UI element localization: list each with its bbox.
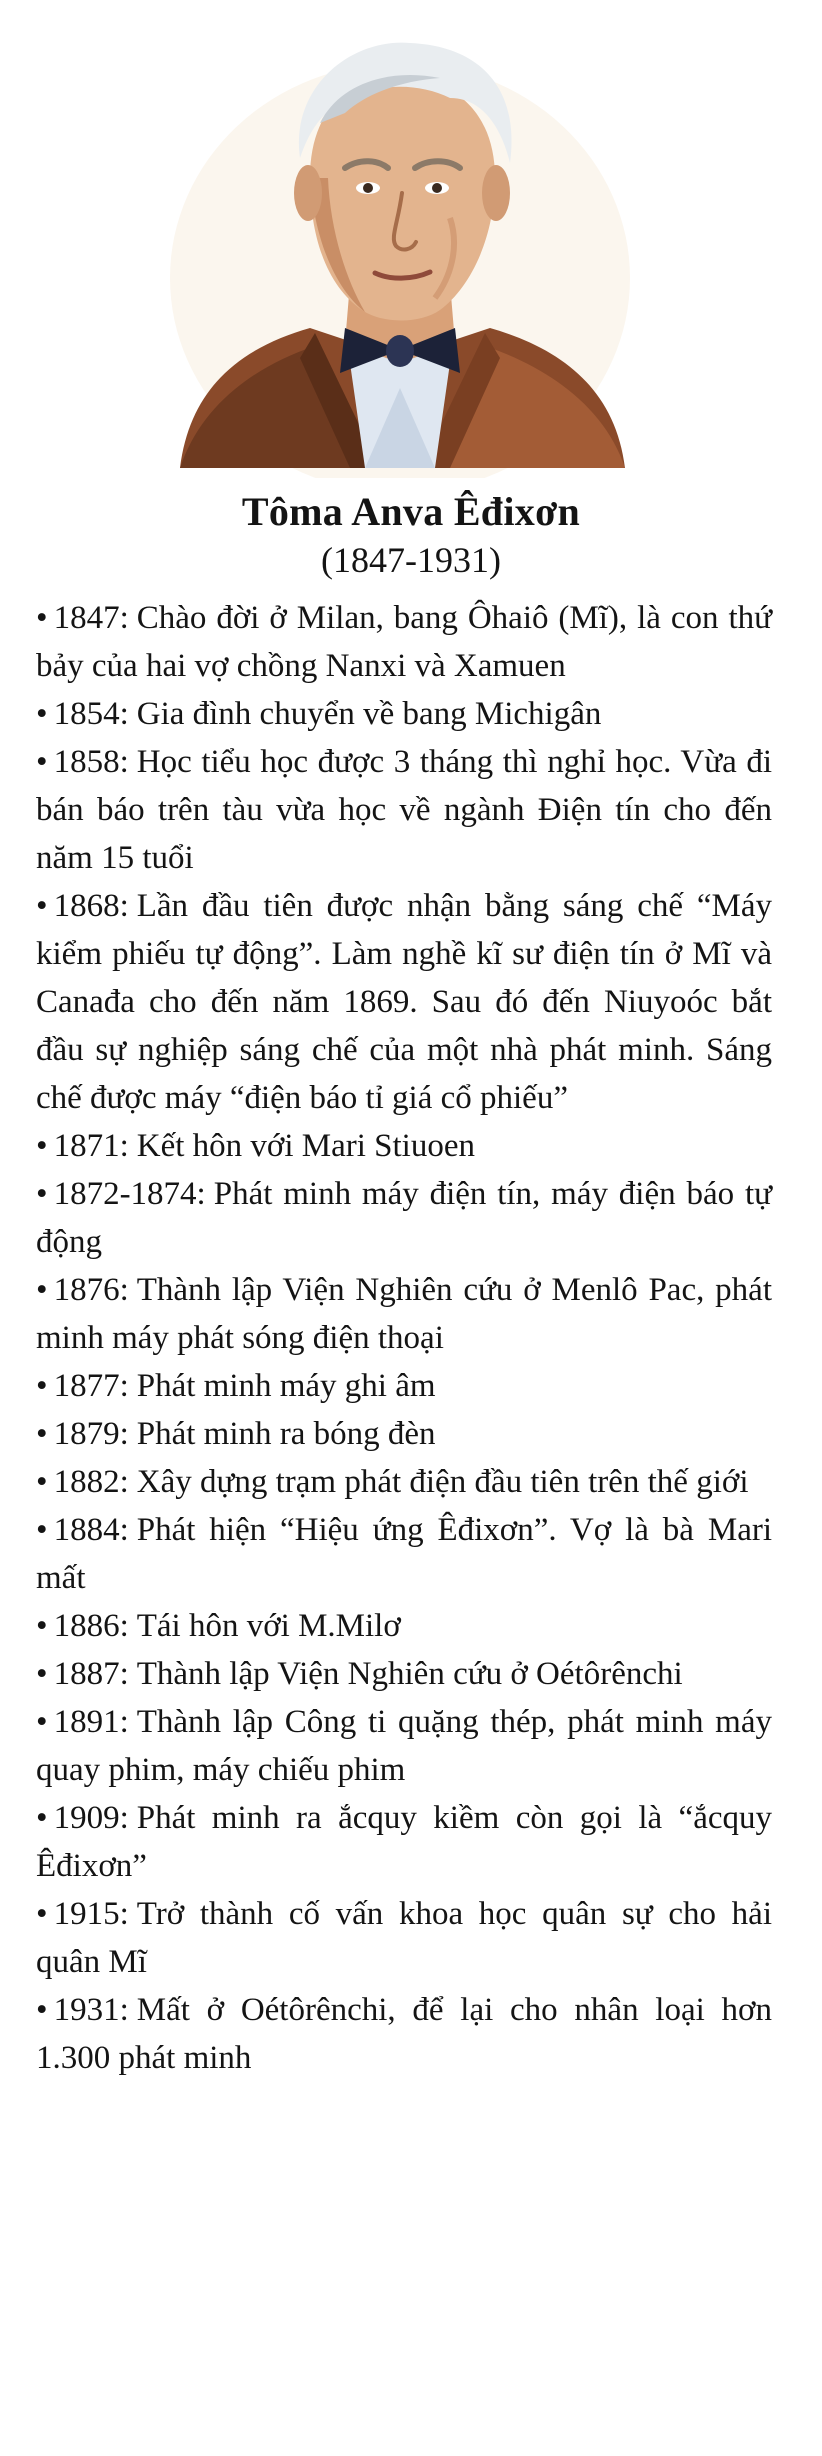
- bullet-mark: •: [36, 1608, 48, 1644]
- timeline-entry: [36, 1602, 772, 1650]
- bullet-mark: •: [36, 1176, 48, 1212]
- bullet-mark: •: [36, 1272, 48, 1308]
- bullet-mark: •: [36, 1464, 48, 1500]
- entry-year: 1879:: [53, 1416, 129, 1452]
- timeline-list: [36, 594, 772, 2082]
- timeline-entry: [36, 1650, 772, 1698]
- entry-text: Lần đầu tiên được nhận bằng sáng chế “Máy kiểm phiếu tự động”. Làm nghề kĩ sư điện tín ở Mĩ và Canađa cho đến năm 1869. Sau đó đến Niuyoóc bắt đầu sự nghiệp sáng chế của một nhà phát minh. Sáng chế được máy “điện báo tỉ giá cổ phiếu”: [36, 888, 772, 1116]
- entry-year: 1876:: [53, 1272, 129, 1308]
- entry-text: Phát minh ra ắcquy kiềm còn gọi là “ắcquy Êđixơn”: [36, 1800, 772, 1884]
- timeline-entry: [36, 1506, 772, 1602]
- entry-text: Kết hôn với Mari Stiuoen: [136, 1128, 475, 1164]
- timeline-entry: [36, 1410, 772, 1458]
- entry-text: Gia đình chuyển về bang Michigân: [136, 696, 602, 732]
- timeline-entry: [36, 690, 772, 738]
- entry-year: 1847:: [53, 600, 129, 636]
- entry-text: Học tiểu học được 3 tháng thì nghỉ học. Vừa đi bán báo trên tàu vừa học về ngành Điện tín cho đến năm 15 tuổi: [36, 744, 772, 876]
- timeline-entry: [36, 1122, 772, 1170]
- bullet-mark: •: [36, 1800, 48, 1836]
- bullet-mark: •: [36, 1656, 48, 1692]
- bullet-mark: •: [36, 1992, 48, 2028]
- timeline-entry: [36, 738, 772, 882]
- entry-year: 1915:: [53, 1896, 129, 1932]
- bullet-mark: •: [36, 696, 48, 732]
- timeline-entry: [36, 1458, 772, 1506]
- bullet-mark: •: [36, 1896, 48, 1932]
- entry-text: Thành lập Viện Nghiên cứu ở Oétôrênchi: [136, 1656, 683, 1692]
- entry-text: Phát minh máy điện tín, máy điện báo tự động: [36, 1176, 772, 1260]
- entry-text: Tái hôn với M.Milơ: [136, 1608, 401, 1644]
- bullet-mark: •: [36, 744, 48, 780]
- timeline-entry: [36, 1890, 772, 1986]
- bullet-mark: •: [36, 1512, 48, 1548]
- entry-year: 1868:: [53, 888, 129, 924]
- entry-text: Phát minh máy ghi âm: [136, 1368, 436, 1404]
- bullet-mark: •: [36, 1368, 48, 1404]
- entry-year: 1909:: [53, 1800, 129, 1836]
- bullet-mark: •: [36, 1704, 48, 1740]
- timeline-entry: [36, 1698, 772, 1794]
- timeline-entry: [36, 882, 772, 1122]
- entry-year: 1871:: [53, 1128, 129, 1164]
- entry-text: Mất ở Oétôrênchi, để lại cho nhân loại hơn 1.300 phát minh: [36, 1992, 772, 2076]
- entry-text: Trở thành cố vấn khoa học quân sự cho hải quân Mĩ: [36, 1896, 772, 1980]
- timeline-entry: [36, 1266, 772, 1362]
- entry-year: 1882:: [53, 1464, 129, 1500]
- entry-text: Phát hiện “Hiệu ứng Êđixơn”. Vợ là bà Mari mất: [36, 1512, 772, 1596]
- bullet-mark: •: [36, 1128, 48, 1164]
- page-title: Tôma Anva Êđixơn: [241, 489, 581, 534]
- timeline-entry: [36, 1794, 772, 1890]
- entry-text: Xây dựng trạm phát điện đầu tiên trên thế giới: [136, 1464, 749, 1500]
- entry-year: 1886:: [53, 1608, 129, 1644]
- entry-year: 1877:: [53, 1368, 129, 1404]
- bullet-mark: •: [36, 888, 48, 924]
- entry-year: 1891:: [53, 1704, 129, 1740]
- timeline-entry: [36, 1170, 772, 1266]
- portrait-illustration: [150, 28, 650, 478]
- entry-text: Thành lập Viện Nghiên cứu ở Menlô Pac, phát minh máy phát sóng điện thoại: [36, 1272, 772, 1356]
- entry-year: 1854:: [53, 696, 129, 732]
- timeline-entry: [36, 1362, 772, 1410]
- entry-year: 1858:: [53, 744, 129, 780]
- lifespan-years: (1847-1931): [321, 540, 501, 580]
- bullet-mark: •: [36, 600, 48, 636]
- entry-year: 1931:: [53, 1992, 129, 2028]
- entry-text: Chào đời ở Milan, bang Ôhaiô (Mĩ), là con thứ bảy của hai vợ chồng Nanxi và Xamuen: [36, 600, 772, 684]
- entry-year: 1884:: [53, 1512, 129, 1548]
- entry-year: 1887:: [53, 1656, 129, 1692]
- timeline-entry: [36, 1986, 772, 2082]
- entry-text: Phát minh ra bóng đèn: [136, 1416, 436, 1452]
- entry-text: Thành lập Công ti quặng thép, phát minh máy quay phim, máy chiếu phim: [36, 1704, 772, 1788]
- entry-year: 1872-1874:: [53, 1176, 206, 1212]
- bullet-mark: •: [36, 1416, 48, 1452]
- timeline-entry: [36, 594, 772, 690]
